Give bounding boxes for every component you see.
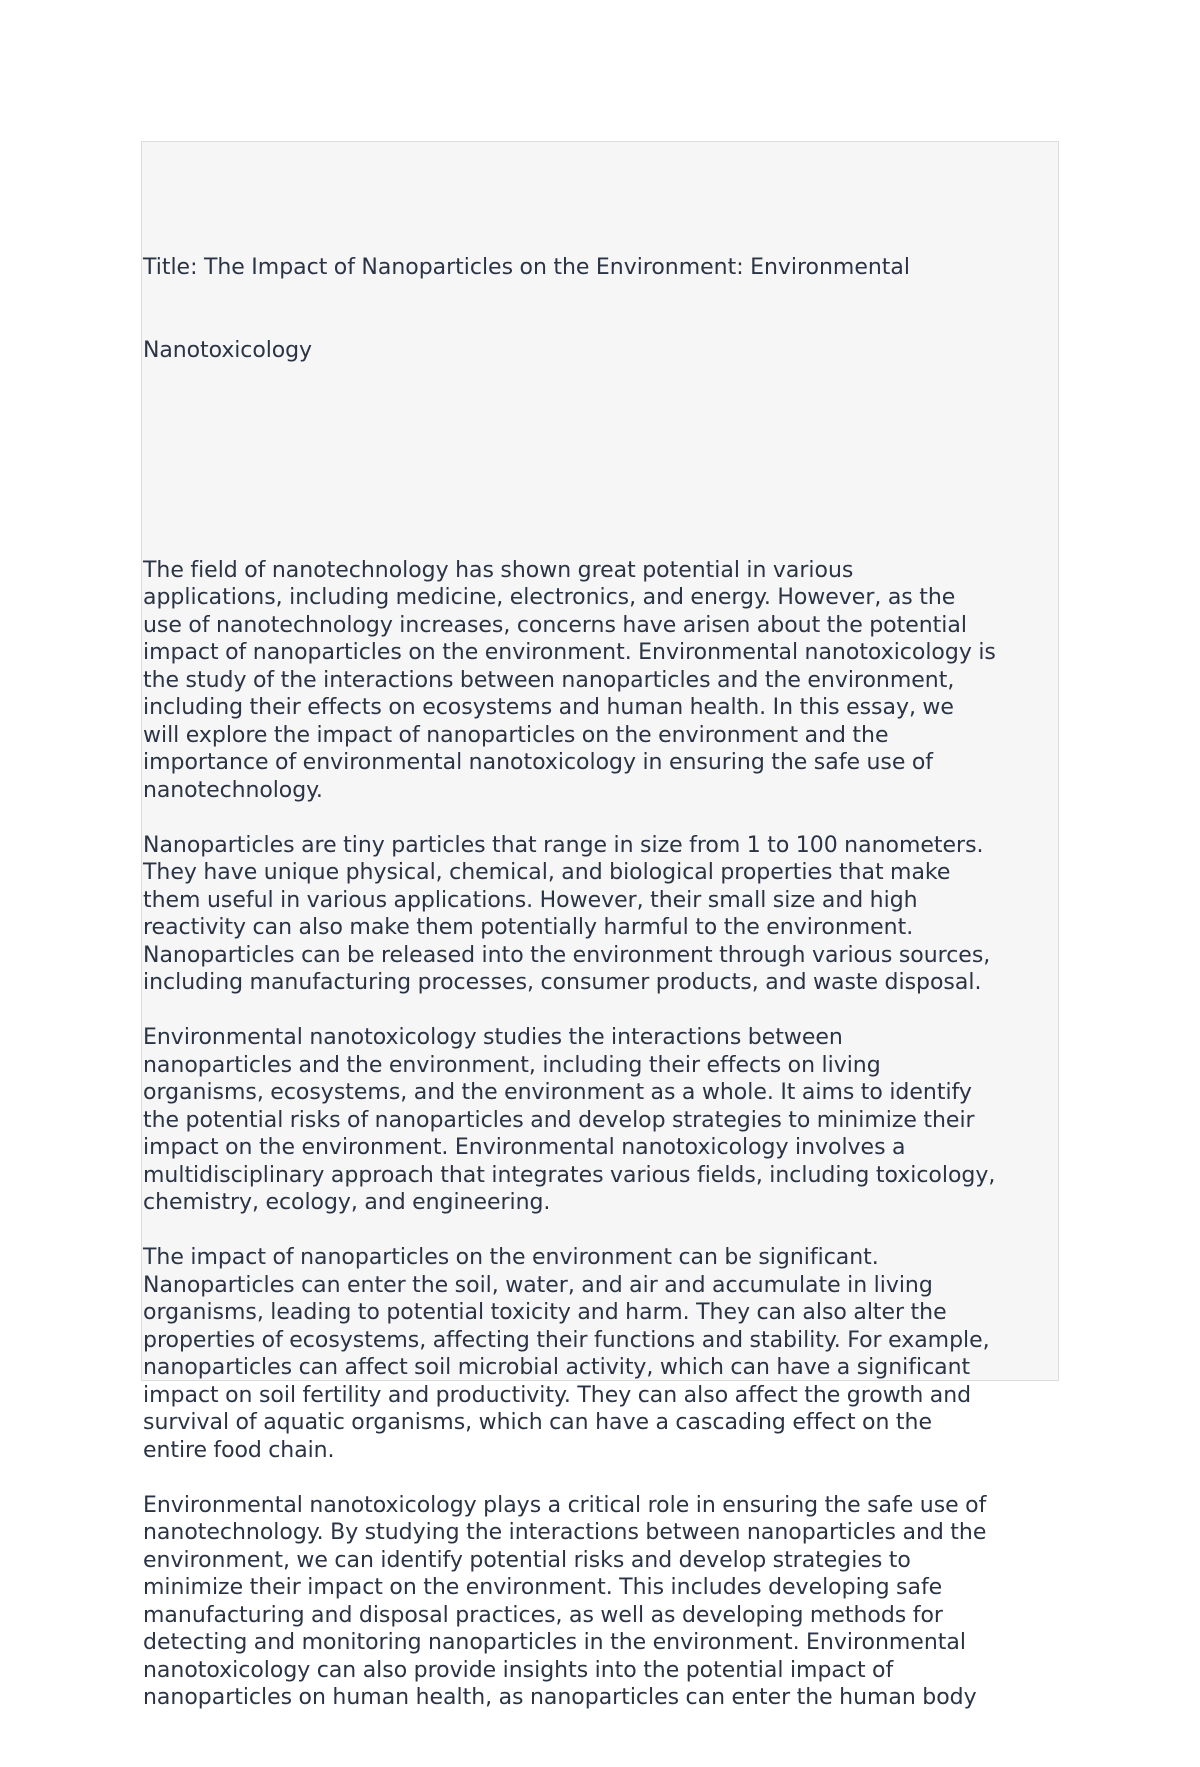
paragraph-gap bbox=[143, 1464, 1058, 1492]
paragraph-gap bbox=[143, 1217, 1058, 1245]
paragraph-line: nanotechnology. By studying the interactions between nanoparticles and the bbox=[143, 1520, 987, 1545]
paragraph-line: including their effects on ecosystems and human health. In this essay, we bbox=[143, 695, 954, 720]
paragraph-line: They have unique physical, chemical, and biological properties that make bbox=[143, 860, 951, 885]
paragraph-line: impact on soil fertility and productivity. They can also affect the growth and bbox=[143, 1382, 972, 1408]
essay-body bbox=[143, 557, 1058, 1712]
paragraph-line: organisms, leading to potential toxicity and harm. They can also alter the bbox=[143, 1300, 947, 1325]
paragraph-line: Nanoparticles can enter the soil, water, and air and accumulate in living bbox=[143, 1272, 933, 1298]
paragraph-line: detecting and monitoring nanoparticles in the environment. Environmental bbox=[143, 1630, 966, 1655]
paragraph-line: The field of nanotechnology has shown great potential in various bbox=[143, 557, 854, 583]
paragraph-line: nanoparticles on human health, as nanoparticles can enter the human body bbox=[143, 1685, 977, 1710]
paragraph-line: The impact of nanoparticles on the environment can be significant. bbox=[143, 1245, 879, 1270]
paragraph-line: nanotechnology. bbox=[143, 777, 323, 803]
essay-paragraph bbox=[143, 557, 1058, 805]
paragraph-gap bbox=[143, 804, 1058, 832]
essay-title bbox=[143, 199, 1058, 419]
essay-paragraph bbox=[143, 1244, 1058, 1464]
paragraph-line: entire food chain. bbox=[143, 1437, 335, 1463]
essay-text-box bbox=[141, 141, 1059, 1710]
paragraph-line: nanoparticles can affect soil microbial activity, which can have a significant bbox=[143, 1355, 971, 1380]
paragraph-gap bbox=[143, 997, 1058, 1025]
paragraph-line: impact of nanoparticles on the environment. Environmental nanotoxicology is bbox=[143, 640, 996, 665]
paragraph-line: survival of aquatic organisms, which can have a cascading effect on the bbox=[143, 1410, 932, 1435]
paragraph-line: will explore the impact of nanoparticles on the environment and the bbox=[143, 722, 889, 748]
paragraph-line: importance of environmental nanotoxicology in ensuring the safe use of bbox=[143, 750, 934, 775]
paragraph-line: including manufacturing processes, consumer products, and waste disposal. bbox=[143, 970, 982, 995]
essay-paragraph bbox=[143, 832, 1058, 997]
paragraph-line: reactivity can also make them potentially harmful to the environment. bbox=[143, 915, 914, 940]
paragraph-line: nanotoxicology can also provide insights into the potential impact of bbox=[143, 1657, 894, 1683]
paragraph-line: impact on the environment. Environmental nanotoxicology involves a bbox=[143, 1135, 906, 1160]
paragraph-line: properties of ecosystems, affecting their functions and stability. For example, bbox=[143, 1327, 990, 1353]
title-line: Nanotoxicology bbox=[143, 337, 312, 363]
essay-paragraph bbox=[143, 1492, 1058, 1712]
paragraph-line: applications, including medicine, electronics, and energy. However, as the bbox=[143, 585, 956, 610]
paragraph-line: nanoparticles and the environment, including their effects on living bbox=[143, 1052, 881, 1078]
paragraph-line: use of nanotechnology increases, concerns have arisen about the potential bbox=[143, 612, 967, 638]
paragraph-line: multidisciplinary approach that integrates various fields, including toxicology, bbox=[143, 1162, 996, 1188]
paragraph-line: the study of the interactions between nanoparticles and the environment, bbox=[143, 667, 955, 693]
essay-paragraph bbox=[143, 1024, 1058, 1217]
title-line: Title: The Impact of Nanoparticles on the Environment: Environmental bbox=[143, 255, 910, 280]
paragraph-line: them useful in various applications. However, their small size and high bbox=[143, 887, 918, 913]
paragraph-line: Nanoparticles are tiny particles that range in size from 1 to 100 nanometers. bbox=[143, 832, 984, 858]
paragraph-line: Nanoparticles can be released into the environment through various sources, bbox=[143, 942, 991, 968]
paragraph-line: minimize their impact on the environment. This includes developing safe bbox=[143, 1575, 943, 1600]
paragraph-line: environment, we can identify potential risks and develop strategies to bbox=[143, 1547, 911, 1573]
paragraph-line: Environmental nanotoxicology studies the interactions between bbox=[143, 1025, 843, 1050]
paragraph-gap bbox=[143, 474, 1058, 502]
paragraph-line: the potential risks of nanoparticles and develop strategies to minimize their bbox=[143, 1107, 975, 1133]
paragraph-line: manufacturing and disposal practices, as well as developing methods for bbox=[143, 1602, 943, 1628]
paragraph-line: Environmental nanotoxicology plays a critical role in ensuring the safe use of bbox=[143, 1492, 987, 1518]
paragraph-line: organisms, ecosystems, and the environment as a whole. It aims to identify bbox=[143, 1080, 972, 1105]
paragraph-line: chemistry, ecology, and engineering. bbox=[143, 1190, 551, 1215]
